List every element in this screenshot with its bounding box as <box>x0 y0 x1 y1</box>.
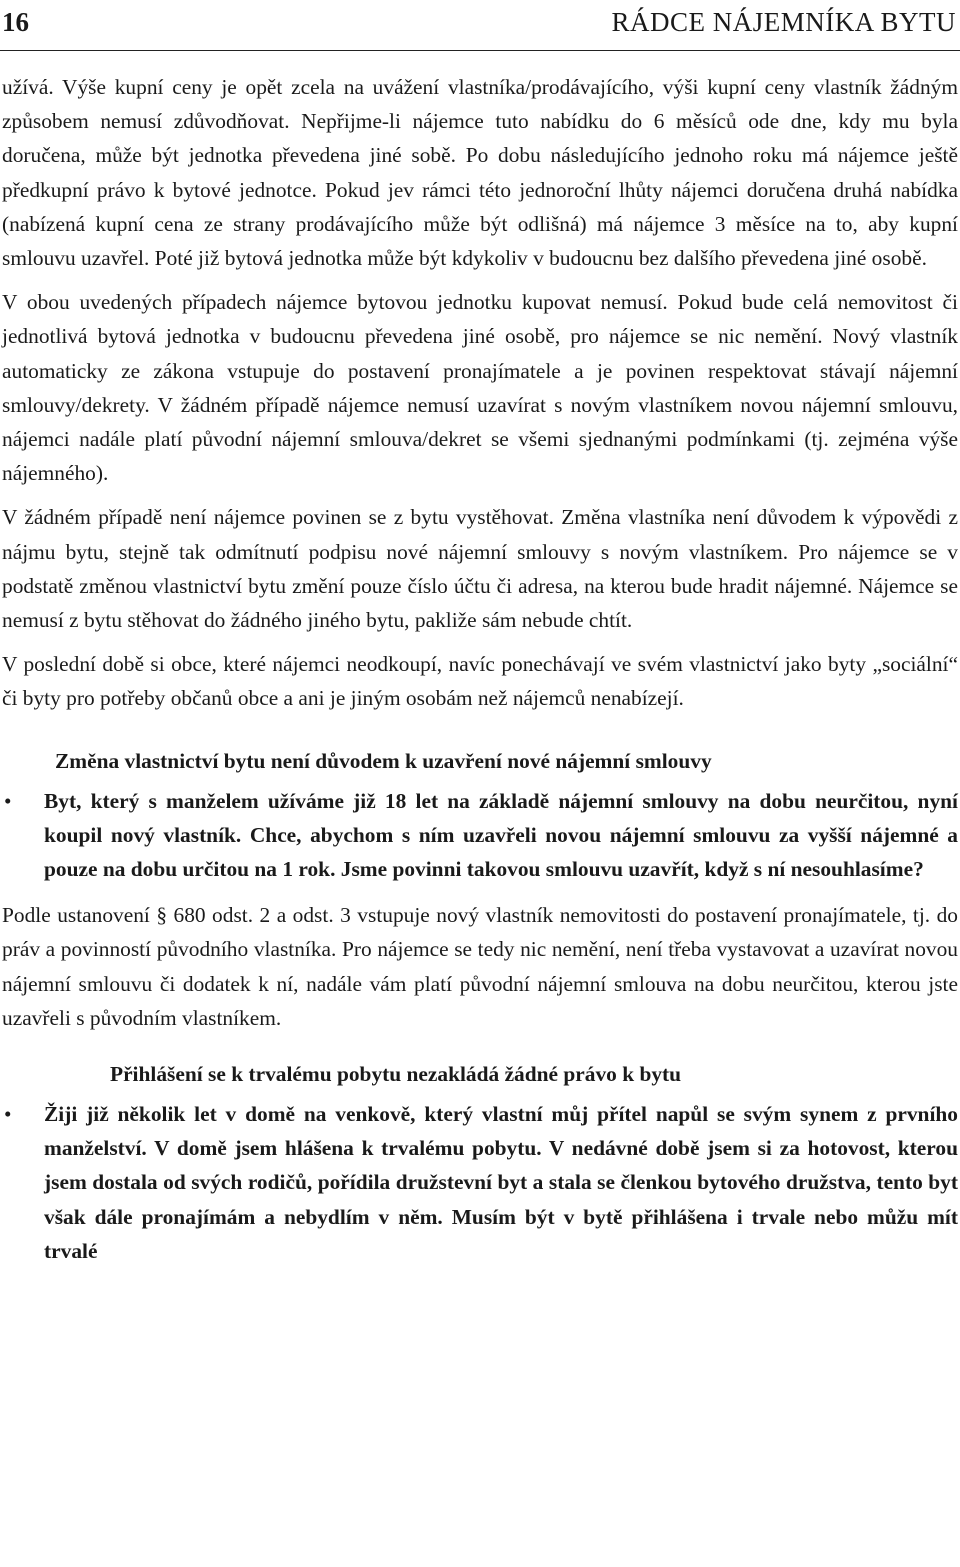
paragraph: V poslední době si obce, které nájemci neodkoupí, navíc ponechávají ve svém vlastnictví jako byty „sociální“ či byty pro potřeby občanů obce a ani je jiným osobám než nájemců nenabízejí. <box>2 652 958 711</box>
question-item <box>2 1097 958 1268</box>
question-text: Byt, který s manželem užíváme již 18 let na základě nájemní smlouvy na dobu neurčitou, nyní koupil nový vlastník. Chce, abychom s ním uzavřeli novou nájemní smlouvu za vyšší nájemné a pouze na dobu určitou na 1 rok. Jsme povinni takovou smlouvu uzavřít, když s ní nesouhlasíme? <box>44 788 958 882</box>
paragraph: užívá. Výše kupní ceny je opět zcela na uvážení vlastníka/prodávajícího, výši kupní ceny vlastník žádným způsobem nemusí zdůvodňovat. Nepřijme-li nájemce tuto nabídku do 6 měsíců ode dne, kdy mu byla doručena, může být jednotka převedena jiné sobě. Po dobu následujícího jednoho roku má nájemce ještě předkupní právo k bytové jednotce. Pokud jev rámci této jednoroční lhůty nájemci doručena druhá nabídka (nabízená kupní cena ze strany prodávajícího může být odlišná) má nájemce 3 měsíce na to, aby kupní smlouvu uzavřel. Poté již bytová jednotka může být kdykoliv v budoucnu bez dalšího převedena jiné osobě. <box>2 75 958 271</box>
paragraph: V žádném případě není nájemce povinen se z bytu vystěhovat. Změna vlastníka není důvodem k výpovědi z nájmu bytu, stejně tak odmítnutí podpisu nové nájemní smlouvy s novým vlastníkem. Pro nájemce se v podstatě změnou vlastnictví bytu změní pouze číslo účtu či adresa, na kterou bude hradit nájemné. Nájemce se nemusí z bytu stěhovat do žádného jiného bytu, pakliže sám nebude chtít. <box>2 505 958 633</box>
section-heading: Přihlášení se k trvalému pobytu nezakládá žádné právo k bytu <box>110 1062 682 1087</box>
page-body <box>2 70 958 1280</box>
page-number: 16 <box>2 7 29 37</box>
page-header <box>0 4 960 40</box>
bullet-marker: • <box>4 788 12 813</box>
question-item <box>2 784 958 887</box>
running-title: RÁDCE NÁJEMNÍKA BYTU <box>611 7 956 37</box>
answer-paragraph: Podle ustanovení § 680 odst. 2 a odst. 3 vstupuje nový vlastník nemovitosti do postavení pronajímatele, tj. do práv a povinností původního vlastníka. Pro nájemce se tedy nic nemění, není třeba vystavovat a uzavírat novou nájemní smlouvu či dodatek k ní, nadále vám platí původní nájemní smlouva na dobu neurčitou, kterou jste uzavřeli s původním vlastníkem. <box>2 903 958 1030</box>
paragraph: V obou uvedených případech nájemce bytovou jednotku kupovat nemusí. Pokud bude celá nemovitost či jednotlivá bytová jednotka v budoucnu převedena jiné osobě, pro nájemce se nic nemění. Nový vlastník automaticky ze zákona vstupuje do postavení pronajímatele a je povinen respektovat stávají nájemní smlouvy/dekrety. V žádném případě nájemce nemusí uzavírat s novým vlastníkem novou nájemní smlouvu, nájemci nadále platí původní nájemní smlouva/dekret se všemi sjednanými podmínkami (tj. zejména výše nájemného). <box>2 290 958 486</box>
section-heading: Změna vlastnictví bytu není důvodem k uzavření nové nájemní smlouvy <box>55 748 712 773</box>
question-text: Žiji již několik let v domě na venkově, který vlastní můj přítel napůl se svým synem z prvního manželství. V domě jsem hlášena k trvalému pobytu. V nedávné době jsem si za hotovost, kterou jsem dostala od svých rodičů, pořídila družstevní byt a stala se členkou bytového družstva, tento byt však dále pronajímám a nebydlím v něm. Musím být v bytě přihlášena i trvale nebo můžu mít trvalé <box>44 1102 958 1263</box>
header-divider <box>0 50 960 51</box>
bullet-marker: • <box>4 1102 12 1127</box>
